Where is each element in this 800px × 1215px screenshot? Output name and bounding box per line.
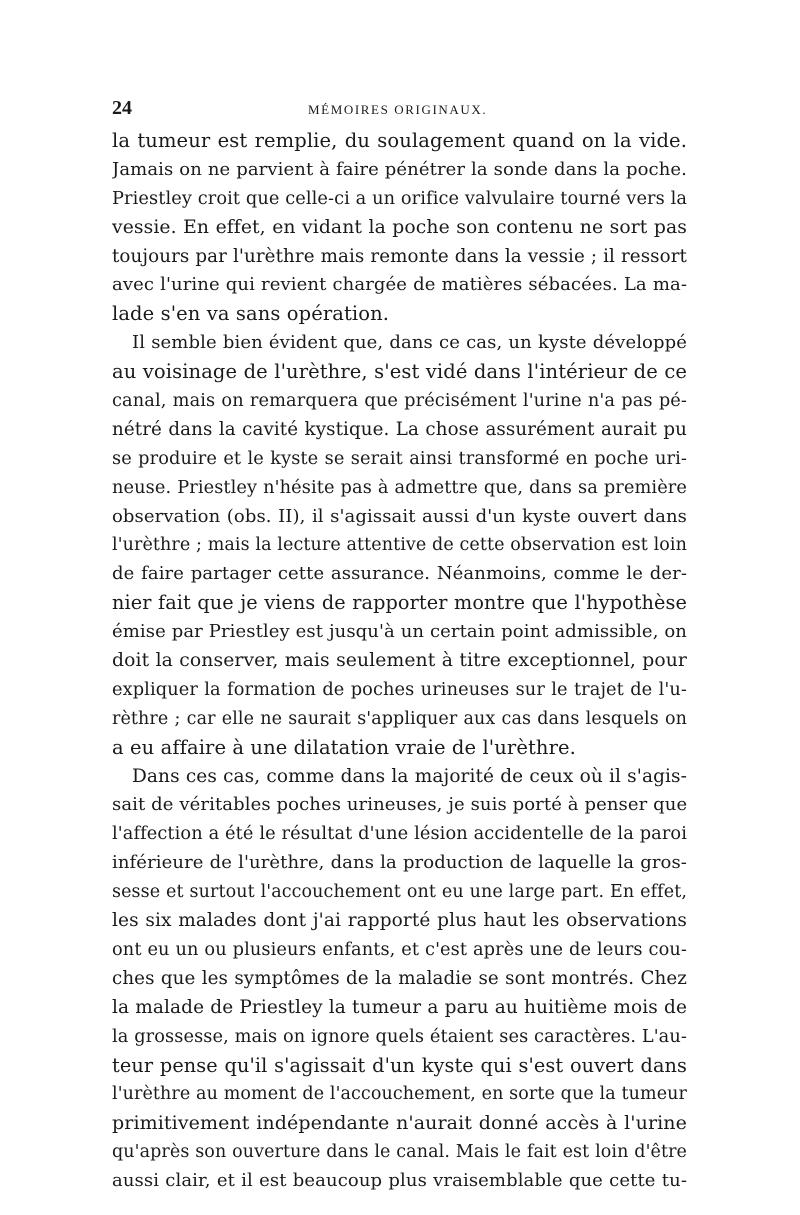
text-line: ches que les symptômes de la maladie se sont montrés. Chez: [112, 967, 687, 989]
text-line: qu'après son ouverture dans le canal. Mais le fait est loin d'être: [112, 1142, 687, 1163]
text-line: expliquer la formation de poches urineuses sur le trajet de l'u-: [112, 679, 687, 700]
text-line: nétré dans la cavité kystique. La chose assurément aurait pu: [112, 418, 687, 440]
text-line: teur pense qu'il s'agissait d'un kyste qui s'est ouvert dans: [112, 1053, 687, 1077]
text-line: la grossesse, mais on ignore quels étaient ses caractères. L'au-: [112, 1026, 687, 1047]
text-line: la malade de Priestley la tumeur a paru au huitième mois de: [112, 996, 687, 1018]
running-head-title: MÉMOIRES ORIGINAUX.: [308, 102, 488, 117]
text-line: émise par Priestley est jusqu'à un certain point admissible, on: [112, 621, 687, 643]
text-line: les six malades dont j'ai rapporté plus haut les observations: [112, 910, 687, 932]
text-line: Il semble bien évident que, dans ce cas, un kyste développé: [132, 332, 687, 354]
text-line: rèthre ; car elle ne saurait s'appliquer aux cas dans lesquels on: [112, 708, 687, 729]
text-line: nier fait que je viens de rapporter montre que l'hypothèse: [112, 591, 687, 615]
text-line: l'affection a été le résultat d'une lésion accidentelle de la paroi: [112, 824, 687, 845]
text-line: au voisinage de l'urèthre, s'est vidé dans l'intérieur de ce: [112, 360, 687, 384]
text-line: toujours par l'urèthre mais remonte dans la vessie ; il ressort: [112, 245, 687, 267]
text-line: doit la conserver, mais seulement à titre exceptionnel, pour: [112, 650, 687, 672]
text-line: aussi clair, et il est beaucoup plus vraisemblable que cette tu-: [112, 1170, 687, 1192]
text-line: primitivement indépendante n'aurait donné accès à l'urine: [112, 1112, 687, 1135]
text-line: avec l'urine qui revient chargée de matières sébacées. La ma-: [112, 274, 687, 296]
text-line: la tumeur est remplie, du soulagement quand on la vide.: [112, 129, 687, 152]
text-line: l'urèthre ; mais la lecture attentive de cette observation est loin: [112, 535, 687, 556]
text-line: canal, mais on remarquera que précisément l'urine n'a pas pé-: [112, 391, 687, 412]
text-line: neuse. Priestley n'hésite pas à admettre que, dans sa première: [112, 477, 687, 498]
text-line: observation (obs. II), il s'agissait aussi d'un kyste ouvert dans: [112, 505, 687, 527]
page-number: 24: [112, 97, 132, 119]
text-line: a eu affaire à une dilatation vraie de l'urèthre.: [112, 735, 576, 759]
text-line: de faire partager cette assurance. Néanmoins, comme le der-: [112, 563, 687, 585]
text-line: Dans ces cas, comme dans la majorité de ceux où il s'agis-: [132, 765, 687, 787]
text-line: sait de véritables poches urineuses, je suis porté à penser que: [112, 794, 687, 816]
text-line: inférieure de l'urèthre, dans la production de laquelle la gros-: [112, 852, 687, 874]
body-text: [112, 127, 687, 1196]
text-line: lade s'en va sans opération.: [112, 302, 390, 326]
running-head: [112, 97, 687, 123]
text-line: Priestley croit que celle-ci a un orifice valvulaire tourné vers la: [112, 188, 687, 209]
text-line: l'urèthre au moment de l'accouchement, en sorte que la tumeur: [112, 1084, 687, 1105]
text-line: vessie. En effet, en vidant la poche son contenu ne sort pas: [112, 216, 687, 238]
text-line: se produire et le kyste se serait ainsi transformé en poche uri-: [112, 448, 687, 469]
text-line: ont eu un ou plusieurs enfants, et c'est après une de leurs cou-: [112, 939, 687, 960]
text-line: sesse et surtout l'accouchement ont eu une large part. En effet,: [112, 882, 687, 903]
text-line: Jamais on ne parvient à faire pénétrer la sonde dans la poche.: [112, 158, 687, 180]
